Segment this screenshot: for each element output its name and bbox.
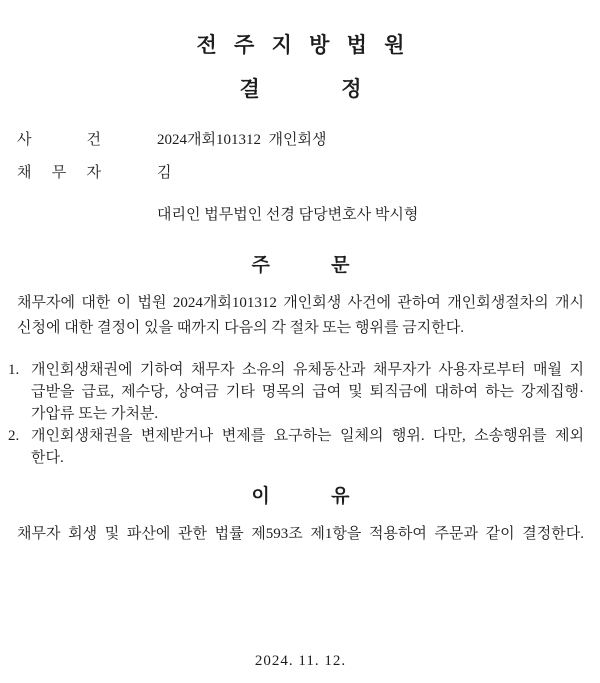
text-line: 신청에 대한 결정이 있을 때까지 다음의 각 절차 또는 행위를 금지한다. [17,320,464,336]
text-line: 채무자 회생 및 파산에 관한 법률 제593조 제1항을 적용하여 주문과 같이 결정한다. [17,526,584,542]
item-1-number: 1. [8,362,20,378]
item-1-text [31,359,584,425]
prohibited-acts-list [8,359,584,469]
item-2-number: 2. [8,428,20,444]
text-line: 개인회생채권에 기하여 채무자 소유의 유체동산과 채무자가 사용자로부터 매월 지 [31,362,584,378]
attorney-row [17,205,584,225]
decision-date: 2024. 11. 12. [254,653,347,669]
list-item-1 [8,359,584,425]
decision-title: 결 정 [239,78,362,101]
iyu-heading-wrap [17,486,584,508]
iyu-heading: 이 유 [251,486,350,507]
jumun-paragraph [17,291,584,341]
text-line: 채무자에 대한 이 법원 2024개회101312 개인회생 사건에 관하여 개인회생절차의 개시 [17,295,584,311]
attorney-value: 대리인 법무법인 선경 담당변호사 박시형 [157,207,419,223]
jumun-heading: 주 문 [251,255,350,276]
debtor-row [17,163,584,183]
attorney-label-spacer [17,205,101,225]
debtor-label: 채 무 자 [17,165,101,181]
case-number-row [17,130,584,150]
case-number-label: 사 건 [17,132,101,148]
item-2-text [31,425,584,469]
case-info-block [17,130,584,225]
text-line: 한다. [31,450,64,466]
decision-title-wrap [17,78,584,102]
jumun-heading-wrap [17,255,584,277]
court-name-title: 전 주 지 방 법 원 [196,34,405,57]
list-item-2 [8,425,584,469]
debtor-name-value: 김 [157,165,172,181]
text-line: 급받을 급료, 제수당, 상여금 기타 명목의 급여 및 퇴직금에 대하여 하는 강제집행· [31,384,584,400]
case-number-value: 2024개회101312 개인회생 [157,132,327,148]
text-line: 가압류 또는 가처분. [31,406,159,422]
iyu-paragraph [17,522,584,547]
text-line: 개인회생채권을 변제받거나 변제를 요구하는 일체의 행위. 다만, 소송행위를 제외 [31,428,584,444]
